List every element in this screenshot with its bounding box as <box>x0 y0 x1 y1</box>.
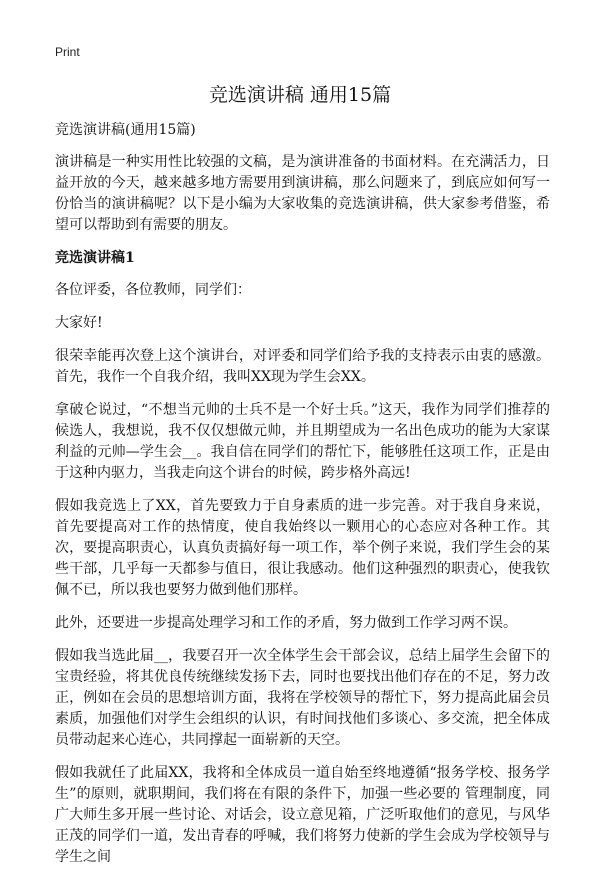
paragraph-salutation: 各位评委，各位教师，同学们： <box>55 282 251 298</box>
page-title: 竞选演讲稿 通用15篇 <box>208 84 392 106</box>
print-link[interactable]: Print <box>55 45 80 59</box>
section-heading: 竞选演讲稿1 <box>55 250 135 266</box>
paragraph-greeting: 大家好! <box>55 315 103 331</box>
paragraph-self-introduction: 很荣幸能再次登上这个演讲台，对评委和同学们给予我的支持表示由衷的感激。首先，我作一个自我介绍，我叫XX现为学生会XX。 <box>55 348 550 385</box>
paragraph-meeting-plan: 假如我当选此届__，我要召开一次全体学生会干部会议，总结上届学生会留下的宝贵经验，将其优良传统继续发扬下去，同时也要找出他们存在的不足，努力改正，例如在会员的思想培训方面，我将在学校领导的帮忙下，努力提高此届会员素质，加强他们对学生会组织的认识，有时间找他们多谈心、多交流，把全体成员带动起来心连心，共同撑起一面崭新的天空。 <box>55 648 550 748</box>
paragraph-napoleon-quote: 拿破仑说过，“不想当元帅的士兵不是一个好士兵。”这天，我作为同学们推荐的候选人，我想说，我不仅仅想做元帅，并且期望成为一名出色成功的能为大家谋利益的元帅—学生会__。我自信在同学们的帮忙下，能够胜任这项工作，正是由于这种内驱力，当我走向这个讲台的时候，跨步格外高远! <box>55 402 550 481</box>
paragraph-study-work-balance: 此外，还要进一步提高处理学习和工作的矛盾，努力做到工作学习两不误。 <box>55 615 517 631</box>
intro-paragraph: 演讲稿是一种实用性比较强的文稿，是为演讲准备的书面材料。在充满活力，日益开放的今天，越来越多地方需要用到演讲稿，那么问题来了，到底应如何写一份恰当的演讲稿呢？以下是小编为大家收集的竞选演讲稿，供大家参考借鉴，希望可以帮助到有需要的朋友。 <box>55 154 550 233</box>
article-subtitle: 竞选演讲稿(通用15篇) <box>55 122 196 138</box>
paragraph-service-principle: 假如我就任了此届XX，我将和全体成员一道自始至终地遵循“报务学校、报务学生”的原则，就职期间，我们将在有限的条件下，加强一些必要的 管理制度，同广大师生多开展一些讨论、对话会，设立意见箱，广泛听取他们的意见，与风华正茂的同学们一道，发出青春的呼喊，我们将努力使新的学生会成为学校领导与学生之间 <box>55 765 550 865</box>
paragraph-self-improvement: 假如我竞选上了XX，首先要致力于自身素质的进一步完善。对于我自身来说，首先要提高对工作的热情度，使自我始终以一颗用心的心态应对各种工作。其次，要提高职责心，认真负责搞好每一项工作，举个例子来说，我们学生会的某些干部，几乎每一天都参与值日，很让我感动。他们这种强烈的职责心，使我钦佩不已，所以我也要努力做到他们那样。 <box>55 498 550 598</box>
article-body <box>55 120 550 880</box>
